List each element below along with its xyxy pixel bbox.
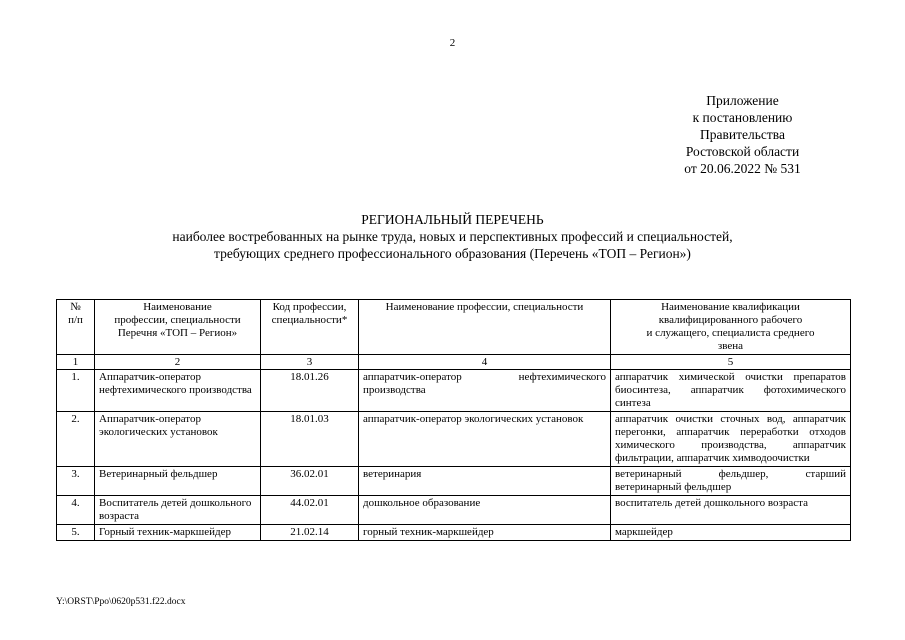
- table-header-row: [57, 300, 851, 355]
- row-number: 5.: [57, 525, 95, 541]
- row-profession: аппаратчик-оператор экологических установок: [359, 412, 611, 467]
- row-code: 44.02.01: [261, 496, 359, 525]
- row-profession: дошкольное образование: [359, 496, 611, 525]
- row-name: Аппаратчик-оператор экологических установок: [95, 412, 261, 467]
- table-row: [57, 496, 851, 525]
- column-numbers-row: [57, 355, 851, 370]
- column-number: 2: [95, 355, 261, 370]
- column-number: 3: [261, 355, 359, 370]
- table-row: [57, 525, 851, 541]
- appendix-line: к постановлению: [692, 110, 793, 125]
- table-row: [57, 467, 851, 496]
- appendix-line: Приложение: [706, 93, 779, 108]
- appendix-line: Ростовской области: [685, 144, 800, 159]
- row-profession: аппаратчик-оператор нефтехимического производства: [359, 370, 611, 412]
- row-qualification: аппаратчик химической очистки препаратов биосинтеза, аппаратчик фотохимического синтеза: [611, 370, 851, 412]
- appendix-block: [640, 92, 845, 177]
- table-row: [57, 412, 851, 467]
- row-number: 2.: [57, 412, 95, 467]
- page-number: 2: [449, 37, 456, 49]
- row-number: 3.: [57, 467, 95, 496]
- table-row: [57, 370, 851, 412]
- footer-file-path: Y:\ORST\Ppo\0620p531.f22.docx: [56, 597, 186, 607]
- row-profession: горный техник-маркшейдер: [359, 525, 611, 541]
- column-number: 4: [359, 355, 611, 370]
- title-block: [0, 211, 905, 262]
- row-code: 21.02.14: [261, 525, 359, 541]
- header-profession-name: Наименование профессии, специальности: [359, 300, 611, 355]
- appendix-date-line: от 20.06.2022 № 531: [684, 161, 801, 176]
- row-qualification: воспитатель детей дошкольного возраста: [611, 496, 851, 525]
- row-qualification: аппаратчик очистки сточных вод, аппаратчик перегонки, аппаратчик переработки отходов химического производства, аппаратчик фильтрации, аппаратчик химводоочистки: [611, 412, 851, 467]
- column-number: 5: [611, 355, 851, 370]
- row-code: 36.02.01: [261, 467, 359, 496]
- header-code: Код профессии, специальности*: [261, 300, 359, 355]
- row-name: Ветеринарный фельдшер: [95, 467, 261, 496]
- row-qualification: ветеринарный фельдшер, старший ветеринарный фельдшер: [611, 467, 851, 496]
- row-name: Воспитатель детей дошкольного возраста: [95, 496, 261, 525]
- document-title: РЕГИОНАЛЬНЫЙ ПЕРЕЧЕНЬ: [361, 212, 544, 227]
- header-top-region-name: Наименование профессии, специальности Перечня «ТОП – Регион»: [95, 300, 261, 355]
- row-number: 4.: [57, 496, 95, 525]
- professions-table: [56, 299, 851, 541]
- row-name: Горный техник-маркшейдер: [95, 525, 261, 541]
- document-subtitle-line: требующих среднего профессионального образования (Перечень «ТОП – Регион»): [214, 246, 691, 261]
- row-number: 1.: [57, 370, 95, 412]
- row-name: Аппаратчик-оператор нефтехимического производства: [95, 370, 261, 412]
- row-profession: ветеринария: [359, 467, 611, 496]
- row-code: 18.01.03: [261, 412, 359, 467]
- column-number: 1: [57, 355, 95, 370]
- row-qualification: маркшейдер: [611, 525, 851, 541]
- header-qualification: Наименование квалификации квалифицированного рабочего и служащего, специалиста среднего звена: [611, 300, 851, 355]
- header-number: № п/п: [57, 300, 95, 355]
- document-subtitle-line: наиболее востребованных на рынке труда, новых и перспективных профессий и специальностей,: [172, 229, 733, 244]
- row-code: 18.01.26: [261, 370, 359, 412]
- appendix-line: Правительства: [700, 127, 785, 142]
